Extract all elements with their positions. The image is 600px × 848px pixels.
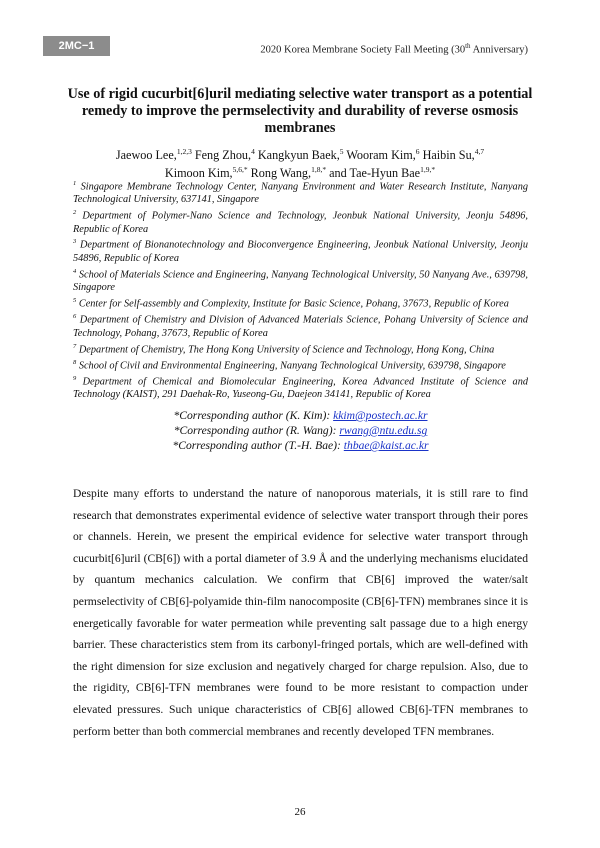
- corresponding-author: [73, 438, 528, 453]
- author: Feng Zhou,: [191, 148, 252, 163]
- session-tag: 2MC−1: [43, 36, 110, 56]
- email-link[interactable]: thbae@kaist.ac.kr: [343, 439, 429, 452]
- corresponding-author: [73, 423, 528, 438]
- affiliation-number: 3: [73, 238, 77, 246]
- author: Kimoon Kim,: [164, 166, 233, 181]
- author-affil: 6: [415, 147, 420, 156]
- affiliation-text: School of Civil and Environmental Engineering, Nanyang Technological University, 639798, Singapore: [78, 360, 506, 372]
- corresponding-label: *Corresponding author (R. Wang):: [173, 424, 340, 437]
- author-affil: 4: [251, 147, 255, 156]
- corresponding-label: *Corresponding author (K. Kim):: [173, 409, 334, 422]
- affiliation-text: School of Materials Science and Engineering, Nanyang Technological University, 50 Nanyang Ave., 639798, Singapore: [73, 269, 528, 294]
- email-link[interactable]: rwang@ntu.edu.sg: [339, 424, 428, 437]
- author-line-1: [60, 144, 540, 163]
- affiliation: [73, 341, 528, 357]
- header-superscript: th: [465, 42, 471, 50]
- abstract-body: Despite many efforts to understand the nature of nanoporous materials, it is still rare to find research that demonstrates experimental evidence of selective water transport through their pores or channels. Herein, we present the empirical evidence for selective water transport through cucurbit[6]uril (CB[6]) with a portal diameter of 3.9 Å and the underlying mechanisms elucidated by quantum mechanics calculation. We confirm that CB[6] improved the water/salt permselectivity of CB[6]-polyamide thin-film nanocomposite (CB[6]-TFN) membranes since it is energetically favorable for water permeation while preventing salt passage due to a high energy barrier. These characteristics stem from its carbonyl-fringed portals, which are well-defined with the right dimension for size exclusion and negatively charged for charge repulsion. Also, due to the rigidity, CB[6]-TFN membranes were found to be more resistant to compaction under elevated pressures. Such unique characteristics of CB[6] allowed CB[6]-TFN membranes to perform better than both commercial membranes and recently developed TFN membranes.: [73, 487, 528, 738]
- paper-title: Use of rigid cucurbit[6]uril mediating selective water transport as a potential remedy to improve the permselectivity and durability of reverse osmosis membranes: [67, 86, 533, 136]
- corresponding-authors: [73, 408, 528, 453]
- header-text-end: Anniversary): [470, 44, 528, 56]
- affiliation-number: 9: [73, 375, 77, 383]
- author-affil: 1,8,*: [311, 165, 327, 174]
- affiliation-number: 7: [73, 342, 77, 350]
- affiliation: [73, 178, 528, 207]
- affiliation: [73, 373, 528, 402]
- author-affil: 5,6,*: [232, 165, 248, 174]
- affiliation-text: Singapore Membrane Technology Center, Nanyang Environment and Water Research Institute, Nanyang Technological University, 637141, Singapore: [73, 181, 528, 206]
- author-affil: 5: [339, 147, 344, 156]
- affiliation: [73, 236, 528, 265]
- affiliation-text: Center for Self-assembly and Complexity, Institute for Basic Science, Pohang, 37673, Republic of Korea: [78, 298, 509, 310]
- email-link[interactable]: kkim@postech.ac.kr: [333, 409, 428, 422]
- author: Rong Wang,: [247, 166, 312, 181]
- affiliation-text: Department of Chemistry and Division of Advanced Materials Science, Pohang University of Science and Technology, Pohang, 37673, Republic of Korea: [73, 314, 528, 339]
- affiliation-number: 6: [73, 313, 77, 321]
- page-number: 26: [294, 806, 306, 818]
- affiliation-text: Department of Polymer-Nano Science and Technology, Jeonbuk National University, Jeonju 54896, Republic of Korea: [73, 210, 528, 235]
- affiliation-text: Department of Chemistry, The Hong Kong University of Science and Technology, Hong Kong, China: [78, 343, 495, 355]
- author-affil: 1,9,*: [420, 165, 436, 174]
- affiliation: [73, 357, 528, 373]
- affiliation-number: 8: [73, 358, 77, 366]
- affiliation: [73, 266, 528, 295]
- author: Kangkyun Baek,: [254, 148, 340, 163]
- author: and Tae-Hyun Bae: [326, 166, 421, 181]
- author: Jaewoo Lee,: [115, 148, 177, 163]
- affiliation: [73, 295, 528, 311]
- author-affil: 4,7: [474, 147, 485, 156]
- author: Haibin Su,: [419, 148, 475, 163]
- affiliation-number: 4: [73, 267, 77, 275]
- author-affil: 1,2,3: [176, 147, 192, 156]
- affiliation-number: 1: [73, 180, 77, 187]
- affiliation-text: Department of Bionanotechnology and Bioconvergence Engineering, Jeonbuk National University, Jeonju 54896, Republic of Korea: [73, 239, 529, 264]
- affiliation: [73, 207, 528, 236]
- affiliation-number: 2: [73, 209, 77, 217]
- affiliations: [73, 178, 528, 402]
- affiliation: [73, 311, 528, 340]
- corresponding-label: *Corresponding author (T.-H. Bae):: [172, 439, 344, 452]
- author: Wooram Kim,: [343, 148, 416, 163]
- header-text: 2020 Korea Membrane Society Fall Meeting (30: [260, 44, 466, 56]
- running-header: [260, 42, 528, 56]
- corresponding-author: [73, 408, 528, 423]
- affiliation-text: Department of Chemical and Biomolecular Engineering, Korea Advanced Institute of Science and Technology (KAIST), 291 Daehak-Ro, Yuseong-Gu, Daejeon 34141, Republic of Korea: [73, 376, 528, 401]
- affiliation-number: 5: [73, 296, 77, 304]
